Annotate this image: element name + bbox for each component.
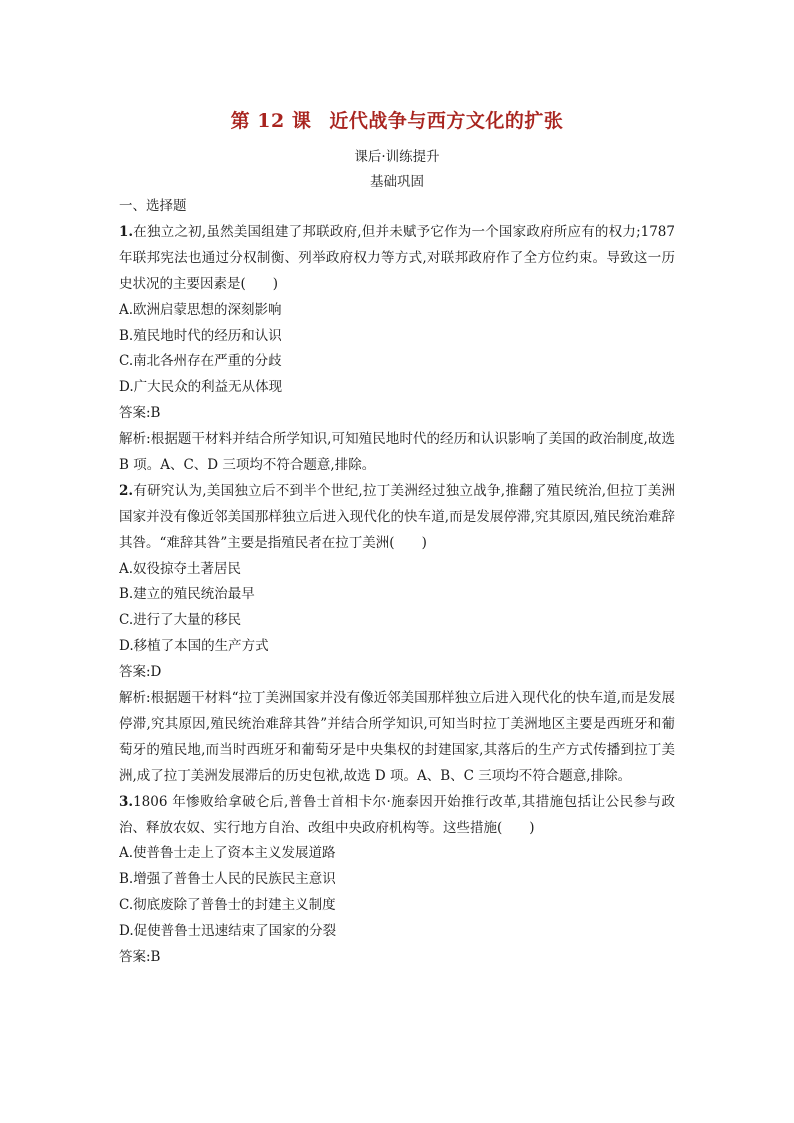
lesson-title-text: 近代战争与西方文化的扩张 <box>329 110 564 132</box>
question-2 <box>119 479 675 790</box>
question-number: 3. <box>119 793 134 810</box>
option-c: C.进行了大量的移民 <box>119 612 242 629</box>
answer: 答案:B <box>119 405 161 422</box>
analysis: 解析:根据题干材料并结合所学知识,可知殖民地时代的经历和认识影响了美国的政治制度,故选 B 项。A、C、D 三项均不符合题意,排除。 <box>119 431 675 473</box>
question-text: 有研究认为,美国独立后不到半个世纪,拉丁美洲经过独立战争,推翻了殖民统治,但拉丁美洲国家并没有像近邻美国那样独立后进入现代化的快车道,而是发展停滞,究其原因,殖民统治难辞其咎。“难辞其咎”主要是指殖民者在拉丁美洲( ) <box>119 482 675 551</box>
question-number: 1. <box>119 223 134 240</box>
answer: 答案:D <box>119 664 162 681</box>
option-d: D.促使普鲁士迅速结束了国家的分裂 <box>119 923 337 940</box>
question-3 <box>119 790 675 971</box>
option-b: B.增强了普鲁士人民的民族民主意识 <box>119 871 336 888</box>
question-stem <box>119 220 675 298</box>
analysis: 解析:根据题干材料“拉丁美洲国家并没有像近邻美国那样独立后进入现代化的快车道,而是发展停滞,究其原因,殖民统治难辞其咎”并结合所学知识,可知当时拉丁美洲地区主要是西班牙和葡萄牙的殖民地,而当时西班牙和葡萄牙是中央集权的封建国家,其落后的生产方式传播到拉丁美洲,成了拉丁美洲发展滞后的历史包袱,故选 D 项。A、B、C 三项均不符合题意,排除。 <box>119 690 675 784</box>
option-a: A.奴役掠夺土著居民 <box>119 560 242 577</box>
subtitle: 课后·训练提升 <box>354 149 440 165</box>
answer: 答案:B <box>119 949 161 966</box>
question-number: 2. <box>119 482 134 499</box>
level-heading: 基础巩固 <box>370 174 424 190</box>
lesson-number: 第 12 课 <box>230 110 312 132</box>
option-c: C.南北各州存在严重的分歧 <box>119 353 282 370</box>
question-1 <box>119 220 675 479</box>
section-heading: 一、选择题 <box>119 198 187 214</box>
option-b: B.殖民地时代的经历和认识 <box>119 327 282 344</box>
lesson-title <box>0 106 794 133</box>
option-b: B.建立的殖民统治最早 <box>119 586 255 603</box>
option-c: C.彻底废除了普鲁士的封建主义制度 <box>119 897 336 914</box>
question-stem <box>119 479 675 557</box>
option-a: A.使普鲁士走上了资本主义发展道路 <box>119 845 336 862</box>
question-list <box>119 194 675 971</box>
question-text: 在独立之初,虽然美国组建了邦联政府,但并未赋予它作为一个国家政府所应有的权力;1787 年联邦宪法也通过分权制衡、列举政府权力等方式,对联邦政府作了全方位约束。导致这一历史状况的主要因素是( ) <box>119 223 675 292</box>
option-a: A.欧洲启蒙思想的深刻影响 <box>119 301 282 318</box>
option-d: D.广大民众的利益无从体现 <box>119 379 283 396</box>
question-text: 1806 年惨败给拿破仑后,普鲁士首相卡尔·施泰因开始推行改革,其措施包括让公民参与政治、释放农奴、实行地方自治、改组中央政府机构等。这些措施( ) <box>119 793 675 836</box>
option-d: D.移植了本国的生产方式 <box>119 638 269 655</box>
question-stem <box>119 790 675 842</box>
